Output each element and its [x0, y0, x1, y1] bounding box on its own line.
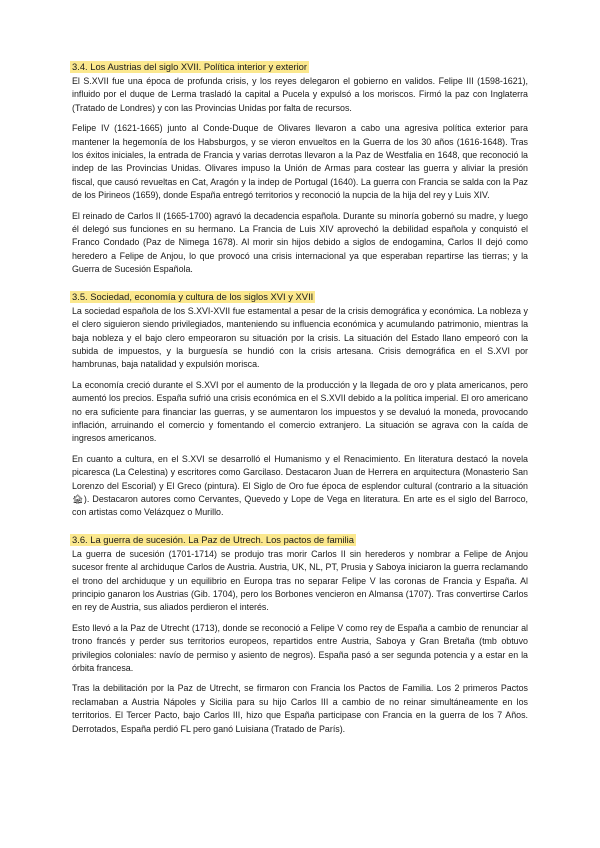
- paragraph: Felipe IV (1621-1665) junto al Conde-Duque de Olivares llevaron a cabo una agresiva política exterior para mantener la hegemonía de los Habsburgos, y se vieron envueltos en la Guerra de los 30 años (1616-1648). Tras los éxitos iniciales, la entrada de Francia y varias derrotas llevaron a la Paz de Westfalia en 1648, que reconoció la indep de las Provincias Unidas. Olivares impuso la Unión de Armas para costear las guerra y aliviar la presión fiscal, que causó revueltas en Cat, Aragón y la indep de Portugal (1640). La guerra con Francia se salda con la Paz de los Pirineos (1659), donde España entregó territorios y reconoció la nupcia de la hija del rey y Luis XIV.: [72, 123, 528, 201]
- paragraph: El S.XVII fue una época de profunda crisis, y los reyes delegaron el gobierno en validos. Felipe III (1598-1621), influido por el duque de Lerma trasladó la capital a Pucela y expulsó a los moriscos. Firmó la paz con Inglaterra (Tratado de Londres) y con las Provincias Unidas por falta de recursos.: [72, 76, 528, 113]
- paragraph: La sociedad española de los S.XVI-XVII fue estamental a pesar de la crisis demográfica y económica. La nobleza y el clero siguieron siendo privilegiados, manteniendo su influencia económica y acumulando patrimonio, mientras la baja nobleza y el bajo clero empeoraron su situación por la crisis. La situación del Estado llano empeoró con la subida de impuestos, y la burguesía se hundió con la crisis artesana. Crisis demográfica en el S.XVI por hambrunas, baja natalidad y expulsión morisca.: [72, 305, 528, 370]
- paragraph: La economía creció durante el S.XVI por el aumento de la producción y la llegada de oro y plata americanos, pero aumentó los precios. España sufrió una crisis económica en el S.XVII debido a la política imperial. El oro americano no era suficiente para financiar las guerras, y se aumentaron los impuestos y se devaluó la moneda, provocando inflación, arruinando el comercio y fomentando el comercio extranjero. La situación se agrava con la caída de ingresos americanos.: [72, 379, 528, 444]
- section-sociedad: [72, 287, 528, 520]
- paragraph: Esto llevó a la Paz de Utrecht (1713), donde se reconoció a Felipe V como rey de España a cambio de renunciar al trono francés y perder sus territorios europeos, repartidos entre Austria, Saboya y Gran Bretaña (tmb obtuvo privilegios coloniales: navío de permiso y asiento de negros). España pasó a ser segunda potencia y a estar en la órbita francesa.: [72, 622, 528, 674]
- section-guerra-sucesion: [72, 530, 528, 736]
- section-austrias: [72, 57, 528, 277]
- paragraph: La guerra de sucesión (1701-1714) se produjo tras morir Carlos II sin herederos y nombrar a Felipe de Anjou sucesor frente al archiduque Carlos de Austria. Austria, UK, NL, PT, Prusia y Saboya iniciaron la guerra reclamando el trono del archiduque y un equilibrio en Europa tras no separar Felipe V las coronas de Francia y España. Al principio ganaron los Austrias (Gib. 1704), pero los Borbones vencieron en Almansa (1707). Tras convertirse Carlos en rey de Austria, sus aliados perdieron el interés.: [72, 548, 528, 613]
- paragraph: En cuanto a cultura, en el S.XVI se desarrolló el Humanismo y el Renacimiento. En literatura destacó la novela picaresca (La Celestina) y escritores como Garcilaso. Destacaron Juan de Herrera en arquitectura (Monasterio San Lorenzo del Escorial) y El Greco (pintura). El Siglo de Oro fue época de esplendor cultural (contrario a la situación 🏚). Destacaron autores como Cervantes, Quevedo y Lope de Vega en literatura. En arte es el siglo del Barroco, con artistas como Velázquez o Murillo.: [72, 453, 528, 518]
- paragraph: Tras la debilitación por la Paz de Utrecht, se firmaron con Francia los Pactos de Familia. Los 2 primeros Pactos reclamaban a Austria Nápoles y Sicilia para su hijo Carlos III a cambio de no reinar simultáneamente en los territorios. El Tercer Pacto, bajo Carlos III, hizo que España participase con Francia en la guerra de los 7 Años. Derrotados, España perdió FL pero ganó Luisiana (Tratado de París).: [72, 683, 528, 734]
- paragraph: El reinado de Carlos II (1665-1700) agravó la decadencia española. Durante su minoría gobernó su madre, y luego él delegó sus funciones en su hermano. La Francia de Luis XIV aprovechó la debilidad española y conquistó el Franco Condado (Paz de Nimega 1678). Al morir sin hijos debido a siglos de endogamina, Carlos II dejó como heredero a Felipe de Anjou, lo que provocó una crisis internacional ya que esperaban repartirse las tierras; y la Guerra de Sucesión Española.: [72, 210, 528, 275]
- section-heading: 3.4. Los Austrias del siglo XVII. Política interior y exterior: [72, 61, 308, 72]
- section-heading: 3.6. La guerra de sucesión. La Paz de Utrech. Los pactos de familia: [72, 533, 354, 545]
- section-heading: 3.5. Sociedad, economía y cultura de los siglos XVI y XVII: [72, 290, 314, 302]
